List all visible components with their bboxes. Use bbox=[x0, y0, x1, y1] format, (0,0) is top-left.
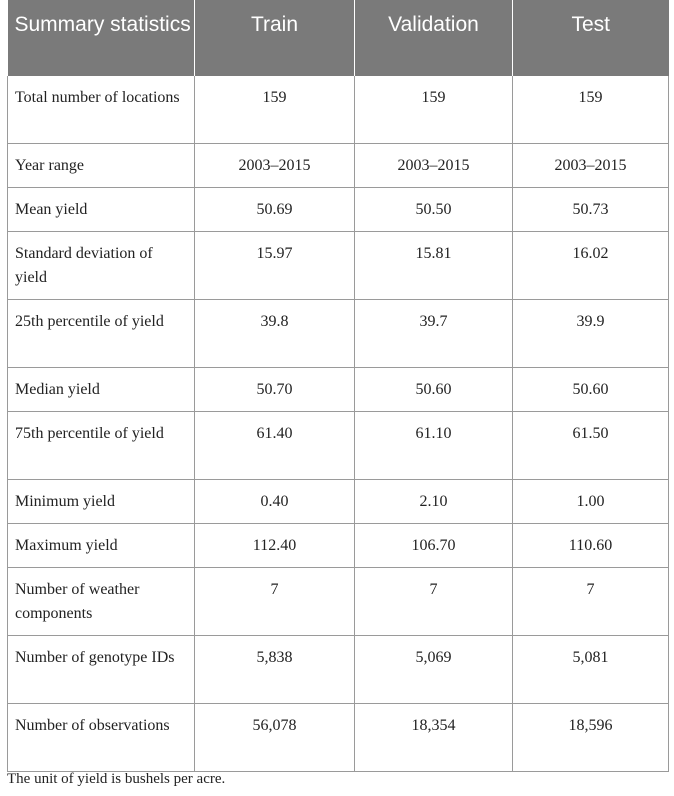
train-value: 5,838 bbox=[195, 636, 355, 704]
test-value: 16.02 bbox=[513, 232, 669, 300]
test-value: 18,596 bbox=[513, 704, 669, 772]
train-value: 39.8 bbox=[195, 300, 355, 368]
table-row bbox=[8, 524, 669, 568]
test-value: 50.60 bbox=[513, 368, 669, 412]
table-footnote: The unit of yield is bushels per acre. bbox=[7, 771, 226, 787]
test-value: 159 bbox=[513, 76, 669, 144]
header-validation: Validation bbox=[355, 0, 513, 76]
row-label: Mean yield bbox=[8, 188, 195, 232]
train-value: 0.40 bbox=[195, 480, 355, 524]
table-row bbox=[8, 76, 669, 144]
test-value: 110.60 bbox=[513, 524, 669, 568]
validation-value: 61.10 bbox=[355, 412, 513, 480]
validation-value: 5,069 bbox=[355, 636, 513, 704]
row-label: Minimum yield bbox=[8, 480, 195, 524]
validation-value: 50.50 bbox=[355, 188, 513, 232]
row-label: Standard deviation of yield bbox=[8, 232, 195, 300]
row-label: Number of genotype IDs bbox=[8, 636, 195, 704]
table-row bbox=[8, 568, 669, 636]
train-value: 7 bbox=[195, 568, 355, 636]
summary-statistics-table-container bbox=[7, 0, 668, 772]
table-row bbox=[8, 368, 669, 412]
row-label: Maximum yield bbox=[8, 524, 195, 568]
test-value: 50.73 bbox=[513, 188, 669, 232]
validation-value: 18,354 bbox=[355, 704, 513, 772]
table-row bbox=[8, 704, 669, 772]
header-test: Test bbox=[513, 0, 669, 76]
header-row bbox=[8, 0, 669, 76]
train-value: 56,078 bbox=[195, 704, 355, 772]
test-value: 5,081 bbox=[513, 636, 669, 704]
table-row bbox=[8, 412, 669, 480]
row-label: Total number of locations bbox=[8, 76, 195, 144]
validation-value: 159 bbox=[355, 76, 513, 144]
row-label: Number of weather components bbox=[8, 568, 195, 636]
validation-value: 50.60 bbox=[355, 368, 513, 412]
validation-value: 106.70 bbox=[355, 524, 513, 568]
validation-value: 15.81 bbox=[355, 232, 513, 300]
row-label: Year range bbox=[8, 144, 195, 188]
train-value: 159 bbox=[195, 76, 355, 144]
test-value: 61.50 bbox=[513, 412, 669, 480]
validation-value: 39.7 bbox=[355, 300, 513, 368]
table-row bbox=[8, 232, 669, 300]
validation-value: 2003–2015 bbox=[355, 144, 513, 188]
header-train: Train bbox=[195, 0, 355, 76]
test-value: 2003–2015 bbox=[513, 144, 669, 188]
row-label: 25th percentile of yield bbox=[8, 300, 195, 368]
train-value: 2003–2015 bbox=[195, 144, 355, 188]
table-row bbox=[8, 636, 669, 704]
validation-value: 2.10 bbox=[355, 480, 513, 524]
row-label: Median yield bbox=[8, 368, 195, 412]
table-row bbox=[8, 480, 669, 524]
table-row bbox=[8, 144, 669, 188]
train-value: 50.69 bbox=[195, 188, 355, 232]
table-row bbox=[8, 188, 669, 232]
row-label: 75th percentile of yield bbox=[8, 412, 195, 480]
train-value: 112.40 bbox=[195, 524, 355, 568]
summary-statistics-table bbox=[7, 0, 669, 772]
test-value: 7 bbox=[513, 568, 669, 636]
test-value: 1.00 bbox=[513, 480, 669, 524]
row-label: Number of observations bbox=[8, 704, 195, 772]
train-value: 15.97 bbox=[195, 232, 355, 300]
test-value: 39.9 bbox=[513, 300, 669, 368]
train-value: 61.40 bbox=[195, 412, 355, 480]
table-row bbox=[8, 300, 669, 368]
train-value: 50.70 bbox=[195, 368, 355, 412]
header-summary-statistics: Summary statistics bbox=[8, 0, 195, 76]
validation-value: 7 bbox=[355, 568, 513, 636]
